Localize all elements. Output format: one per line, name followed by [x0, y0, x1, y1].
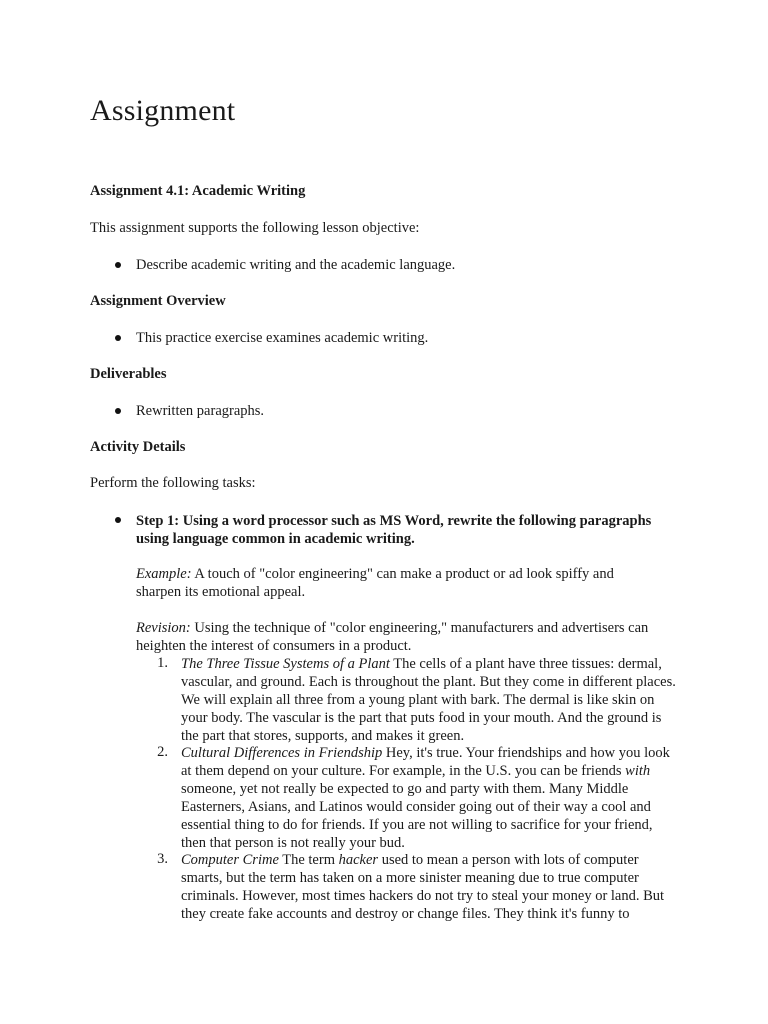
overview-heading: Assignment Overview — [90, 293, 226, 309]
example-text: A touch of "color engineering" can make a product or ad look spiffy and sharpen its emotional appeal. — [136, 566, 614, 600]
revision-text: Using the technique of "color engineering," manufacturers and advertisers can heighten the interest of consumers in a product. — [136, 620, 649, 654]
bullet-icon — [115, 408, 123, 416]
activity-heading: Activity Details — [90, 439, 186, 455]
bullet-icon — [115, 335, 123, 343]
page-title: Assignment — [90, 94, 236, 127]
list-item-text: someone, yet not really be expected to go and party with them. Many Middle Easterners, Asians, and Latinos would consider going out of their way a cool and essential thing to do for friends. If you are not willing to sacrifice for your friend, then that person is not really your bud. — [181, 781, 653, 851]
revision-paragraph — [136, 619, 676, 655]
list-item-title: The Three Tissue Systems of a Plant — [181, 656, 390, 672]
list-item-number: 1. — [157, 655, 168, 671]
deliverables-heading: Deliverables — [90, 366, 167, 382]
deliverables-item: Rewritten paragraphs. — [136, 403, 265, 419]
perform-text: Perform the following tasks: — [90, 475, 256, 491]
list-item — [181, 744, 676, 852]
list-item-number: 3. — [157, 851, 168, 867]
intro-text: This assignment supports the following lesson objective: — [90, 220, 420, 236]
step-1: Step 1: Using a word processor such as MS Word, rewrite the following paragraphs using language common in academic writing. — [136, 513, 652, 547]
list-item-title: Computer Crime — [181, 852, 279, 868]
bullet-icon — [115, 262, 123, 270]
overview-item: This practice exercise examines academic writing. — [136, 330, 429, 346]
bullet-icon — [115, 517, 123, 525]
list-item-text: Hey, it's true. Your friendships and how you look at them depend on your culture. For example, in the U.S. you can be friends — [181, 745, 670, 779]
list-item-emphasis: hacker — [338, 852, 379, 868]
example-paragraph — [136, 565, 656, 601]
list-item-text: The cells of a plant have three tissues: dermal, vascular, and ground. Each is throughout the plant. But they come in different places. We will explain all three from a young plant with bark. The dermal is like skin on your body. The vascular is the part that puts food in your mouth. And the ground is the part that stores, supports, and makes it green. — [181, 656, 676, 744]
list-item-emphasis: with — [625, 763, 651, 779]
list-item-title: Cultural Differences in Friendship — [181, 745, 383, 761]
assignment-heading: Assignment 4.1: Academic Writing — [90, 183, 306, 199]
list-item-text: The term — [278, 852, 339, 868]
objective-item: Describe academic writing and the academic language. — [136, 257, 456, 273]
list-item — [181, 655, 676, 745]
list-item — [181, 851, 676, 923]
revision-label: Revision: — [136, 620, 191, 636]
list-item-number: 2. — [157, 744, 168, 760]
example-label: Example: — [136, 566, 192, 582]
list-item-text: used to mean a person with lots of computer smarts, but the term has taken on a more sinister meaning due to true computer criminals. However, most times hackers do not try to steal your money or land. But they create fake accounts and destroy or change files. They think it's funny to — [181, 852, 665, 922]
